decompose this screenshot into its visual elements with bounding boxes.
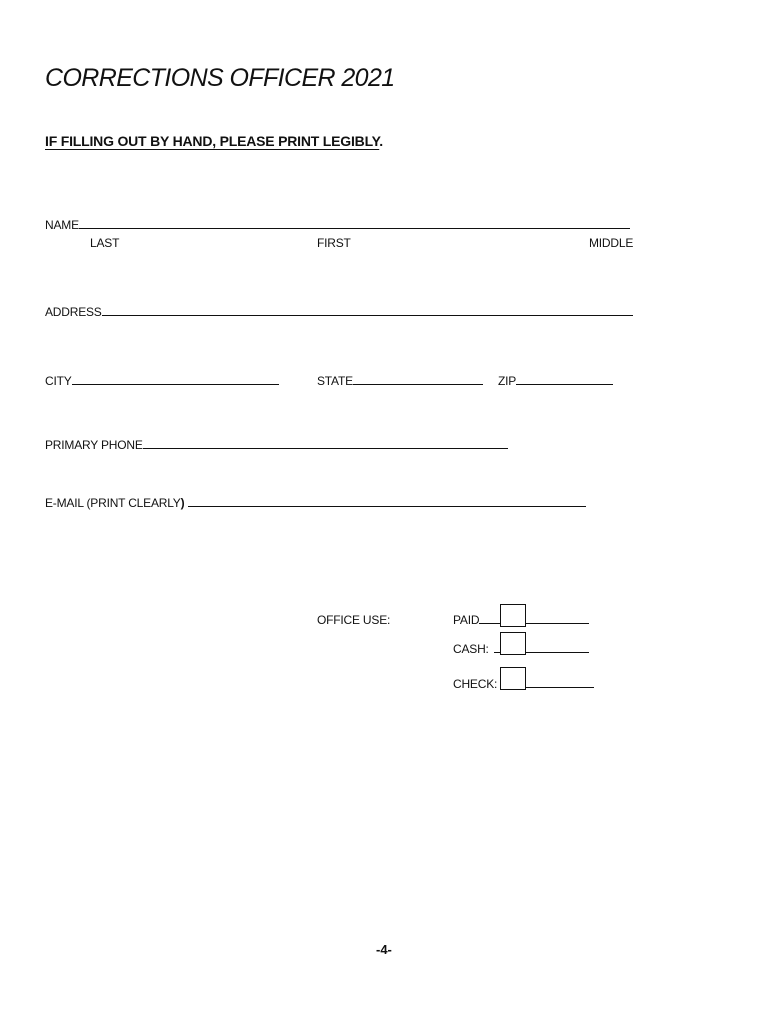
- state-field: [317, 374, 483, 388]
- address-label: ADDRESS: [45, 305, 102, 319]
- name-input-line[interactable]: [79, 218, 630, 229]
- email-label: E-MAIL (PRINT CLEARLY: [45, 496, 181, 510]
- state-input-line[interactable]: [353, 374, 483, 385]
- cash-checkbox[interactable]: [500, 632, 526, 655]
- name-sub-middle: MIDDLE: [589, 236, 634, 250]
- state-label: STATE: [317, 374, 353, 388]
- page-number: -4-: [376, 942, 392, 957]
- cash-label: CASH:: [453, 642, 489, 656]
- office-use-label: OFFICE USE:: [317, 613, 391, 627]
- check-label: CHECK:: [453, 677, 498, 691]
- email-field: [45, 496, 586, 510]
- name-sub-last: LAST: [90, 236, 120, 250]
- paid-line[interactable]: [479, 613, 589, 624]
- form-title: CORRECTIONS OFFICER 2021: [45, 64, 395, 92]
- instruction-period: .: [379, 133, 383, 149]
- email-label-paren: ): [180, 496, 185, 510]
- zip-label: ZIP: [498, 374, 517, 388]
- paid-label: PAID: [453, 613, 480, 627]
- email-input-line[interactable]: [188, 496, 586, 507]
- name-label: NAME: [45, 218, 79, 232]
- city-label: CITY: [45, 374, 72, 388]
- name-sub-first: FIRST: [317, 236, 351, 250]
- check-checkbox[interactable]: [500, 667, 526, 690]
- paid-checkbox[interactable]: [500, 604, 526, 627]
- instruction-text: IF FILLING OUT BY HAND, PLEASE PRINT LEGIBLY: [45, 133, 380, 149]
- name-field: [45, 218, 630, 232]
- phone-input-line[interactable]: [143, 438, 508, 449]
- city-input-line[interactable]: [72, 374, 279, 385]
- phone-label: PRIMARY PHONE: [45, 438, 143, 452]
- city-field: [45, 374, 279, 388]
- address-input-line[interactable]: [102, 305, 633, 316]
- print-instruction: [45, 133, 383, 149]
- address-field: [45, 305, 633, 319]
- zip-field: [498, 374, 613, 388]
- phone-field: [45, 438, 508, 452]
- zip-input-line[interactable]: [516, 374, 613, 385]
